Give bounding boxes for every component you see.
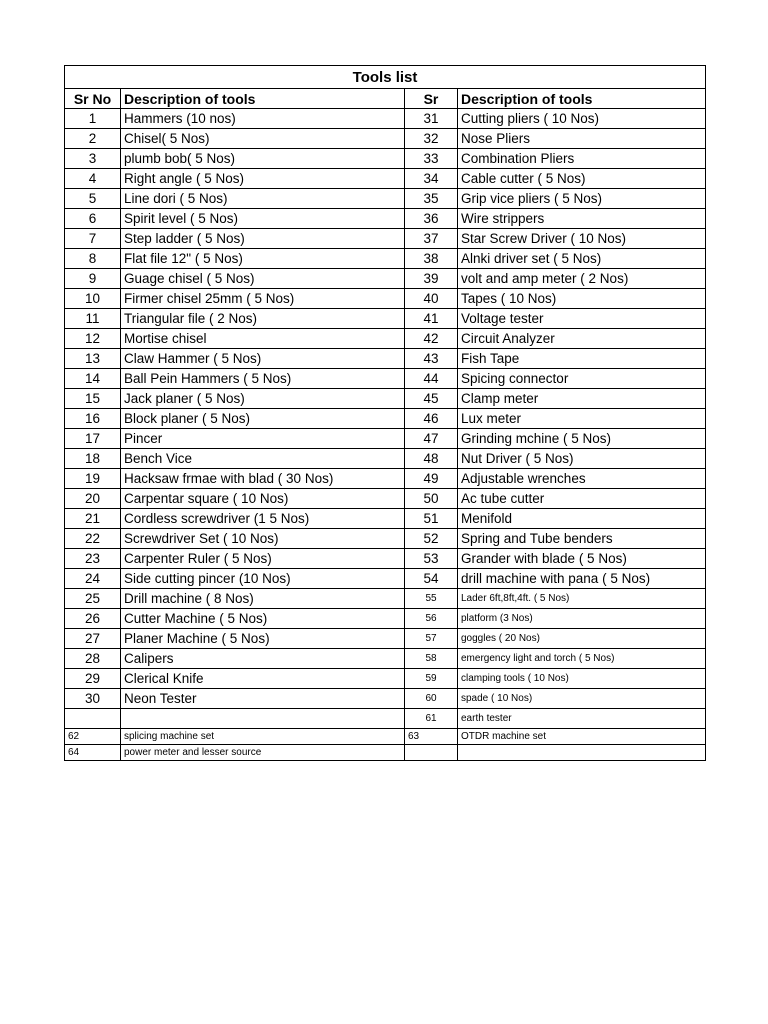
sr-no-cell: 30: [65, 689, 121, 709]
sr-no-cell: 60: [405, 689, 458, 709]
table-row: [65, 609, 706, 629]
tool-description-cell: Chisel( 5 Nos): [121, 129, 405, 149]
table-row: [65, 729, 706, 745]
tool-description-cell: [458, 745, 706, 761]
table-row: [65, 249, 706, 269]
tool-description-cell: clamping tools ( 10 Nos): [458, 669, 706, 689]
tool-description-cell: spade ( 10 Nos): [458, 689, 706, 709]
sr-no-cell: 62: [65, 729, 121, 745]
tool-description-cell: Grinding mchine ( 5 Nos): [458, 429, 706, 449]
table-row: [65, 329, 706, 349]
tool-description-cell: Menifold: [458, 509, 706, 529]
table-row: [65, 109, 706, 129]
tool-description-cell: Spring and Tube benders: [458, 529, 706, 549]
table-row: [65, 509, 706, 529]
tool-description-cell: platform (3 Nos): [458, 609, 706, 629]
header-description-right: Description of tools: [458, 89, 706, 109]
tool-description-cell: Claw Hammer ( 5 Nos): [121, 349, 405, 369]
sr-no-cell: 7: [65, 229, 121, 249]
table-row: [65, 189, 706, 209]
header-sr-no: Sr No: [65, 89, 121, 109]
tool-description-cell: Step ladder ( 5 Nos): [121, 229, 405, 249]
sr-no-cell: 63: [405, 729, 458, 745]
sr-no-cell: 36: [405, 209, 458, 229]
table-row: [65, 369, 706, 389]
table-row: [65, 269, 706, 289]
tool-description-cell: Triangular file ( 2 Nos): [121, 309, 405, 329]
sr-no-cell: 2: [65, 129, 121, 149]
tool-description-cell: Lux meter: [458, 409, 706, 429]
tool-description-cell: Grander with blade ( 5 Nos): [458, 549, 706, 569]
tool-description-cell: Lader 6ft,8ft,4ft. ( 5 Nos): [458, 589, 706, 609]
tool-description-cell: Grip vice pliers ( 5 Nos): [458, 189, 706, 209]
table-row: [65, 429, 706, 449]
tool-description-cell: Guage chisel ( 5 Nos): [121, 269, 405, 289]
sr-no-cell: 10: [65, 289, 121, 309]
tool-description-cell: Adjustable wrenches: [458, 469, 706, 489]
tool-description-cell: Cordless screwdriver (1 5 Nos): [121, 509, 405, 529]
tool-description-cell: OTDR machine set: [458, 729, 706, 745]
tool-description-cell: Planer Machine ( 5 Nos): [121, 629, 405, 649]
table-row: [65, 169, 706, 189]
sr-no-cell: 44: [405, 369, 458, 389]
table-row: [65, 349, 706, 369]
sr-no-cell: 6: [65, 209, 121, 229]
tool-description-cell: Screwdriver Set ( 10 Nos): [121, 529, 405, 549]
tool-description-cell: Ball Pein Hammers ( 5 Nos): [121, 369, 405, 389]
sr-no-cell: 1: [65, 109, 121, 129]
sr-no-cell: 56: [405, 609, 458, 629]
table-row: [65, 689, 706, 709]
tool-description-cell: drill machine with pana ( 5 Nos): [458, 569, 706, 589]
tool-description-cell: [121, 709, 405, 729]
sr-no-cell: 55: [405, 589, 458, 609]
table-row: [65, 309, 706, 329]
sr-no-cell: 35: [405, 189, 458, 209]
tool-description-cell: Voltage tester: [458, 309, 706, 329]
sr-no-cell: 47: [405, 429, 458, 449]
sr-no-cell: 24: [65, 569, 121, 589]
sr-no-cell: 48: [405, 449, 458, 469]
table-row: [65, 569, 706, 589]
tools-list-table: [64, 65, 706, 761]
sr-no-cell: [405, 745, 458, 761]
tool-description-cell: Circuit Analyzer: [458, 329, 706, 349]
tool-description-cell: Hacksaw frmae with blad ( 30 Nos): [121, 469, 405, 489]
tool-description-cell: Cutting pliers ( 10 Nos): [458, 109, 706, 129]
tool-description-cell: Drill machine ( 8 Nos): [121, 589, 405, 609]
sr-no-cell: 13: [65, 349, 121, 369]
sr-no-cell: 41: [405, 309, 458, 329]
tool-description-cell: Carpentar square ( 10 Nos): [121, 489, 405, 509]
sr-no-cell: 8: [65, 249, 121, 269]
tool-description-cell: Jack planer ( 5 Nos): [121, 389, 405, 409]
tool-description-cell: Bench Vice: [121, 449, 405, 469]
sr-no-cell: 22: [65, 529, 121, 549]
sr-no-cell: 38: [405, 249, 458, 269]
table-row: [65, 229, 706, 249]
table-row: [65, 549, 706, 569]
sr-no-cell: 20: [65, 489, 121, 509]
tool-description-cell: Clamp meter: [458, 389, 706, 409]
tool-description-cell: Mortise chisel: [121, 329, 405, 349]
tool-description-cell: Fish Tape: [458, 349, 706, 369]
tool-description-cell: Spicing connector: [458, 369, 706, 389]
sr-no-cell: 46: [405, 409, 458, 429]
table-row: [65, 709, 706, 729]
tool-description-cell: Calipers: [121, 649, 405, 669]
table-row: [65, 209, 706, 229]
tool-description-cell: Alnki driver set ( 5 Nos): [458, 249, 706, 269]
table-row: [65, 289, 706, 309]
sr-no-cell: 28: [65, 649, 121, 669]
tool-description-cell: Nose Pliers: [458, 129, 706, 149]
sr-no-cell: 14: [65, 369, 121, 389]
sr-no-cell: 16: [65, 409, 121, 429]
tool-description-cell: Tapes ( 10 Nos): [458, 289, 706, 309]
sr-no-cell: 15: [65, 389, 121, 409]
sr-no-cell: 32: [405, 129, 458, 149]
sr-no-cell: 3: [65, 149, 121, 169]
tool-description-cell: Pincer: [121, 429, 405, 449]
tool-description-cell: earth tester: [458, 709, 706, 729]
tool-description-cell: power meter and lesser source: [121, 745, 405, 761]
sr-no-cell: 57: [405, 629, 458, 649]
tool-description-cell: Cable cutter ( 5 Nos): [458, 169, 706, 189]
table-row: [65, 629, 706, 649]
sr-no-cell: 23: [65, 549, 121, 569]
tool-description-cell: Line dori ( 5 Nos): [121, 189, 405, 209]
sr-no-cell: 39: [405, 269, 458, 289]
sr-no-cell: 33: [405, 149, 458, 169]
tool-description-cell: plumb bob( 5 Nos): [121, 149, 405, 169]
table-row: [65, 489, 706, 509]
sr-no-cell: 61: [405, 709, 458, 729]
tool-description-cell: emergency light and torch ( 5 Nos): [458, 649, 706, 669]
sr-no-cell: 11: [65, 309, 121, 329]
sr-no-cell: 37: [405, 229, 458, 249]
sr-no-cell: 59: [405, 669, 458, 689]
sr-no-cell: 49: [405, 469, 458, 489]
sr-no-cell: 50: [405, 489, 458, 509]
sr-no-cell: 19: [65, 469, 121, 489]
table-row: [65, 589, 706, 609]
sr-no-cell: 42: [405, 329, 458, 349]
tool-description-cell: Block planer ( 5 Nos): [121, 409, 405, 429]
table-row: [65, 469, 706, 489]
sr-no-cell: 51: [405, 509, 458, 529]
tool-description-cell: Neon Tester: [121, 689, 405, 709]
sr-no-cell: 18: [65, 449, 121, 469]
sr-no-cell: 64: [65, 745, 121, 761]
table-row: [65, 649, 706, 669]
tool-description-cell: Nut Driver ( 5 Nos): [458, 449, 706, 469]
sr-no-cell: 26: [65, 609, 121, 629]
tool-description-cell: Hammers (10 nos): [121, 109, 405, 129]
sr-no-cell: 4: [65, 169, 121, 189]
header-row: [65, 89, 706, 109]
table-title: Tools list: [65, 66, 706, 89]
tool-description-cell: Clerical Knife: [121, 669, 405, 689]
tool-description-cell: Star Screw Driver ( 10 Nos): [458, 229, 706, 249]
table-row: [65, 129, 706, 149]
tool-description-cell: splicing machine set: [121, 729, 405, 745]
header-sr: Sr: [405, 89, 458, 109]
tool-description-cell: Firmer chisel 25mm ( 5 Nos): [121, 289, 405, 309]
sr-no-cell: 45: [405, 389, 458, 409]
table-row: [65, 409, 706, 429]
sr-no-cell: 52: [405, 529, 458, 549]
tool-description-cell: Wire strippers: [458, 209, 706, 229]
tool-description-cell: Spirit level ( 5 Nos): [121, 209, 405, 229]
tool-description-cell: volt and amp meter ( 2 Nos): [458, 269, 706, 289]
tool-description-cell: Carpenter Ruler ( 5 Nos): [121, 549, 405, 569]
sr-no-cell: 31: [405, 109, 458, 129]
header-description-left: Description of tools: [121, 89, 405, 109]
sr-no-cell: 54: [405, 569, 458, 589]
sr-no-cell: 27: [65, 629, 121, 649]
table-row: [65, 745, 706, 761]
tool-description-cell: goggles ( 20 Nos): [458, 629, 706, 649]
tool-description-cell: Right angle ( 5 Nos): [121, 169, 405, 189]
sr-no-cell: 9: [65, 269, 121, 289]
sr-no-cell: 25: [65, 589, 121, 609]
sr-no-cell: [65, 709, 121, 729]
tool-description-cell: Side cutting pincer (10 Nos): [121, 569, 405, 589]
sr-no-cell: 21: [65, 509, 121, 529]
sr-no-cell: 12: [65, 329, 121, 349]
sr-no-cell: 17: [65, 429, 121, 449]
table-row: [65, 669, 706, 689]
sr-no-cell: 43: [405, 349, 458, 369]
sr-no-cell: 5: [65, 189, 121, 209]
table-row: [65, 529, 706, 549]
sr-no-cell: 53: [405, 549, 458, 569]
sr-no-cell: 40: [405, 289, 458, 309]
sr-no-cell: 58: [405, 649, 458, 669]
tool-description-cell: Ac tube cutter: [458, 489, 706, 509]
tool-description-cell: Cutter Machine ( 5 Nos): [121, 609, 405, 629]
table-row: [65, 449, 706, 469]
table-row: [65, 389, 706, 409]
title-row: [65, 66, 706, 89]
tool-description-cell: Flat file 12" ( 5 Nos): [121, 249, 405, 269]
tool-description-cell: Combination Pliers: [458, 149, 706, 169]
sr-no-cell: 34: [405, 169, 458, 189]
table-row: [65, 149, 706, 169]
sr-no-cell: 29: [65, 669, 121, 689]
